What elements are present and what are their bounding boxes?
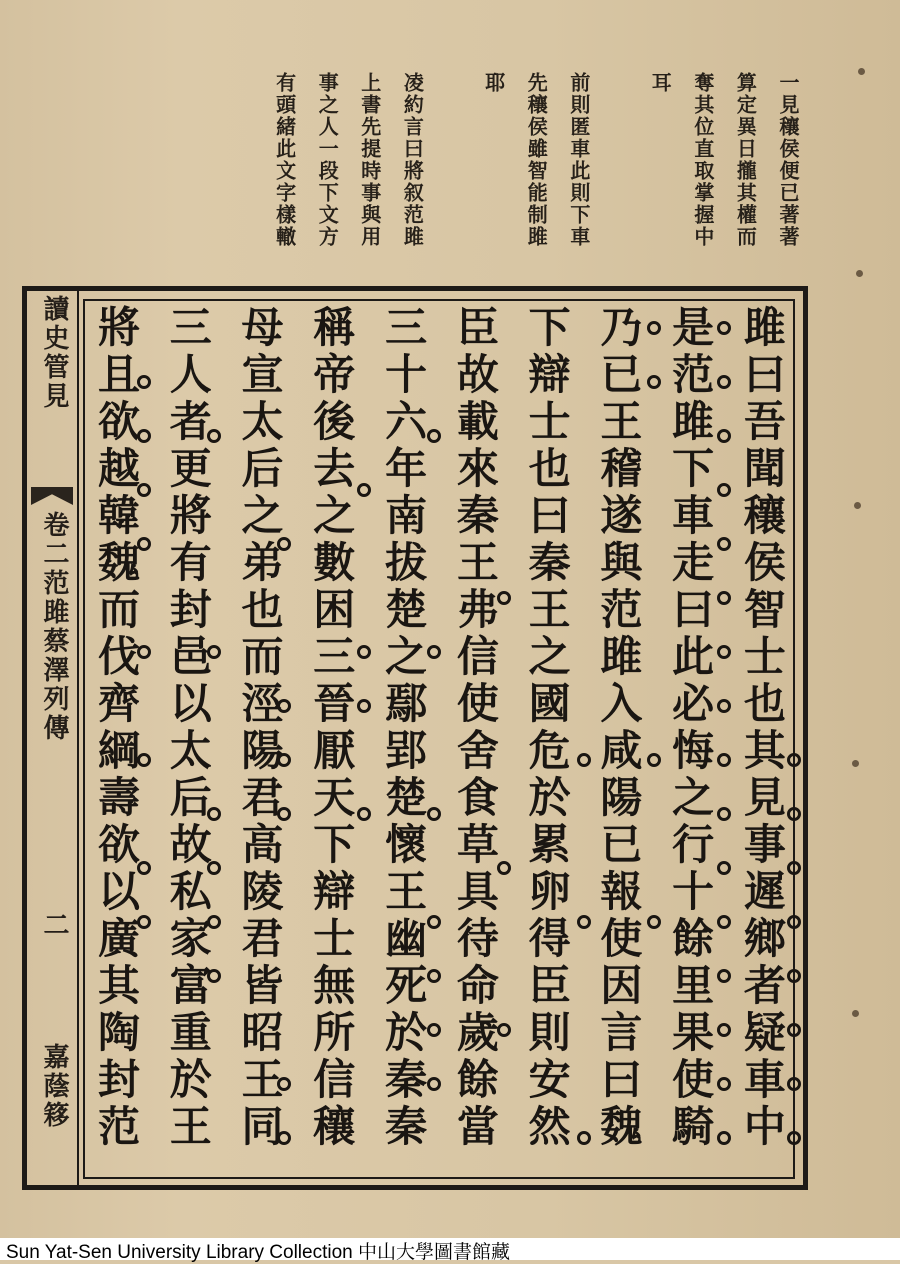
- punctuation-circle: [357, 699, 371, 713]
- punctuation-circle: [497, 861, 511, 875]
- collection-credit: Sun Yat-Sen University Library Collection 中山大學圖書館藏: [6, 1242, 511, 1263]
- note-column: 事之人一段下文方: [315, 72, 340, 248]
- punctuation-circle: [207, 429, 221, 443]
- punctuation-circle: [717, 1077, 731, 1091]
- punctuation-circle: [647, 915, 661, 929]
- punctuation-circle: [717, 969, 731, 983]
- note-column: 前則匿車此則下車: [566, 72, 591, 248]
- punctuation-circle: [717, 861, 731, 875]
- punctuation-circle: [717, 807, 731, 821]
- punctuation-circle: [787, 1131, 801, 1145]
- punctuation-circle: [277, 537, 291, 551]
- note-column: 上書先提時事與用: [357, 72, 382, 248]
- punctuation-circle: [497, 591, 511, 605]
- punctuation-circle: [427, 645, 441, 659]
- punctuation-circle: [137, 645, 151, 659]
- punctuation-circle: [717, 645, 731, 659]
- binding-hole: [852, 760, 859, 767]
- punctuation-circle: [137, 375, 151, 389]
- punctuation-circle: [277, 699, 291, 713]
- note-column: 耶: [481, 72, 506, 94]
- punctuation-circle: [427, 1023, 441, 1037]
- punctuation-circle: [717, 591, 731, 605]
- punctuation-circle: [577, 1131, 591, 1145]
- punctuation-circle: [717, 483, 731, 497]
- text-column: 將且欲越韓魏而伐齊綱壽欲以廣其陶封范: [92, 305, 141, 1151]
- punctuation-circle: [787, 1077, 801, 1091]
- text-column: 乃已王稽遂與范雎入咸陽已報使因言曰魏: [594, 305, 644, 1151]
- punctuation-circle: [647, 321, 661, 335]
- margin-title: 讀史管見: [39, 295, 69, 411]
- punctuation-circle: [207, 861, 221, 875]
- margin-chapter: 卷二范雎蔡澤列傳: [39, 511, 69, 743]
- punctuation-circle: [207, 969, 221, 983]
- margin-page-number: 二: [39, 911, 69, 940]
- punctuation-circle: [647, 375, 661, 389]
- note-column: 奪其位直取掌握中: [690, 72, 715, 248]
- collection-footer: [0, 1238, 900, 1263]
- text-column: 三十六年南拔楚之鄢郢楚懷王幽死於秦秦: [379, 305, 429, 1151]
- punctuation-circle: [277, 807, 291, 821]
- fishtail-mark: [31, 487, 73, 505]
- text-column: 母宣太后之弟也而涇陽君高陵君皆昭王同: [235, 305, 285, 1151]
- punctuation-circle: [207, 915, 221, 929]
- punctuation-circle: [717, 699, 731, 713]
- punctuation-circle: [427, 807, 441, 821]
- top-commentary: [262, 72, 802, 284]
- note-column: 算定異日攏其權而: [733, 72, 758, 248]
- text-column: 是范雎下車走曰此必悔之行十餘里果使騎: [666, 305, 716, 1151]
- binding-hole: [856, 270, 863, 277]
- punctuation-circle: [787, 969, 801, 983]
- punctuation-circle: [277, 753, 291, 767]
- punctuation-circle: [787, 753, 801, 767]
- text-column: 下辯士也曰秦王之國危於累卵得臣則安然: [522, 305, 572, 1151]
- punctuation-circle: [717, 753, 731, 767]
- punctuation-circle: [277, 1077, 291, 1091]
- punctuation-circle: [497, 1023, 511, 1037]
- punctuation-circle: [427, 429, 441, 443]
- punctuation-circle: [717, 1023, 731, 1037]
- punctuation-circle: [427, 969, 441, 983]
- note-column: 有頭緒此文字樣轍: [272, 72, 297, 248]
- text-column: 稱帝後去之數困三晉厭天下辯士無所信穰: [307, 305, 357, 1151]
- punctuation-circle: [577, 915, 591, 929]
- note-column: 一見穰侯便已著著: [776, 72, 800, 248]
- punctuation-circle: [357, 483, 371, 497]
- punctuation-circle: [207, 807, 221, 821]
- block-margin: [27, 291, 79, 1185]
- binding-hole: [852, 1010, 859, 1017]
- punctuation-circle: [137, 429, 151, 443]
- punctuation-circle: [137, 861, 151, 875]
- punctuation-circle: [717, 429, 731, 443]
- punctuation-circle: [787, 915, 801, 929]
- punctuation-circle: [137, 537, 151, 551]
- punctuation-circle: [357, 807, 371, 821]
- punctuation-circle: [717, 537, 731, 551]
- punctuation-circle: [717, 1131, 731, 1145]
- punctuation-circle: [717, 915, 731, 929]
- punctuation-circle: [577, 753, 591, 767]
- punctuation-circle: [717, 321, 731, 335]
- punctuation-circle: [137, 753, 151, 767]
- note-spacer: [432, 72, 465, 284]
- punctuation-circle: [427, 1077, 441, 1091]
- binding-hole: [854, 502, 861, 509]
- text-column: 雎曰吾聞穰侯智士也其見事遲鄉者疑車中: [737, 305, 787, 1151]
- note-column: 凌約言曰將叙范雎: [400, 72, 425, 248]
- punctuation-circle: [207, 645, 221, 659]
- text-frame: [22, 286, 808, 1190]
- note-column: 耳: [648, 72, 673, 94]
- punctuation-circle: [647, 753, 661, 767]
- punctuation-circle: [277, 1131, 291, 1145]
- punctuation-circle: [787, 807, 801, 821]
- binding-hole: [858, 68, 865, 75]
- punctuation-circle: [137, 915, 151, 929]
- margin-studio-name: 嘉蔭簃: [39, 1043, 69, 1130]
- punctuation-circle: [717, 375, 731, 389]
- note-column: 先穰侯雖智能制雎: [524, 72, 549, 248]
- text-column: 三人者更將有封邑以太后故私家富重於王: [163, 305, 213, 1151]
- punctuation-circle: [357, 645, 371, 659]
- punctuation-circle: [787, 1023, 801, 1037]
- text-column: 臣故載來秦王弗信使舍食草具待命歲餘當: [450, 305, 500, 1151]
- punctuation-circle: [787, 861, 801, 875]
- punctuation-circle: [137, 483, 151, 497]
- punctuation-circle: [427, 915, 441, 929]
- note-spacer: [599, 72, 632, 284]
